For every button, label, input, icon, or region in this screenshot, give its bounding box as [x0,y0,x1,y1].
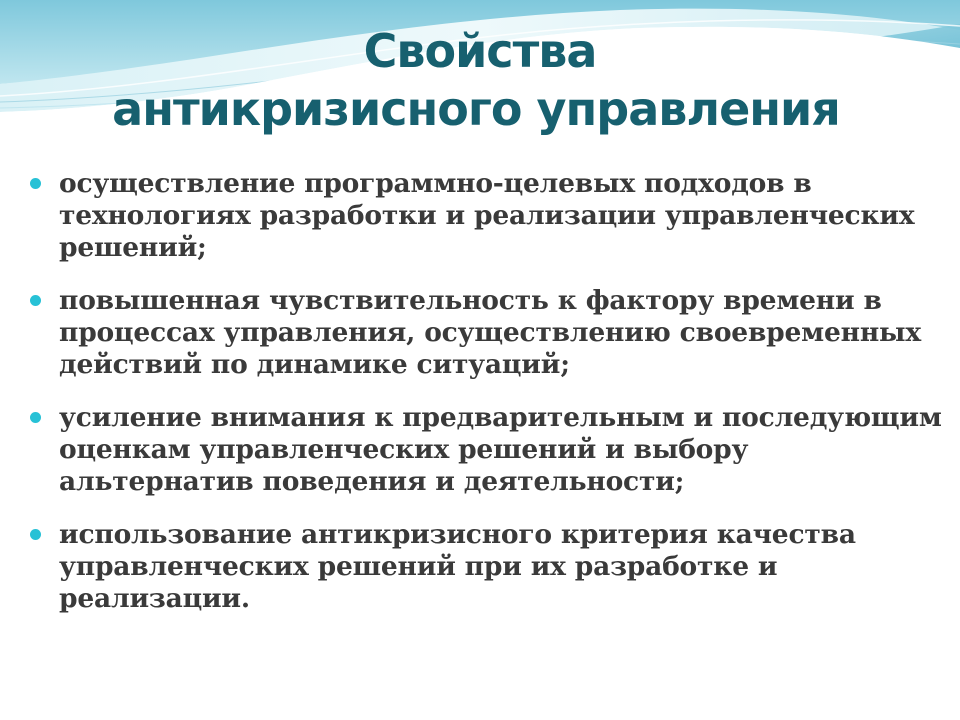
bullet-list [30,168,950,636]
title-line-2: антикризисного управления [112,82,840,136]
bullet-text: повышенная чувствительность к фактору времени в процессах управления, осуществлению своевременных действий по динамике ситуаций; [59,285,921,380]
bullet-dot-icon [30,178,41,189]
bullet-text: использование антикризисного критерия качества управленческих решений при их разработке и реализации. [59,519,856,614]
bullet-dot-icon [30,529,41,540]
bullet-item [30,402,950,498]
slide-title [0,22,960,138]
bullet-item [30,519,950,615]
title-line-1: Свойства [363,24,597,78]
bullet-text: усиление внимания к предварительным и последующим оценкам управленческих решений и выбору альтернатив поведения и деятельности; [59,402,942,497]
bullet-text: осуществление программно-целевых подходов в технологиях разработки и реализации управленческих решений; [59,168,915,263]
bullet-item [30,285,950,381]
bullet-item [30,168,950,264]
bullet-dot-icon [30,295,41,306]
bullet-dot-icon [30,412,41,423]
